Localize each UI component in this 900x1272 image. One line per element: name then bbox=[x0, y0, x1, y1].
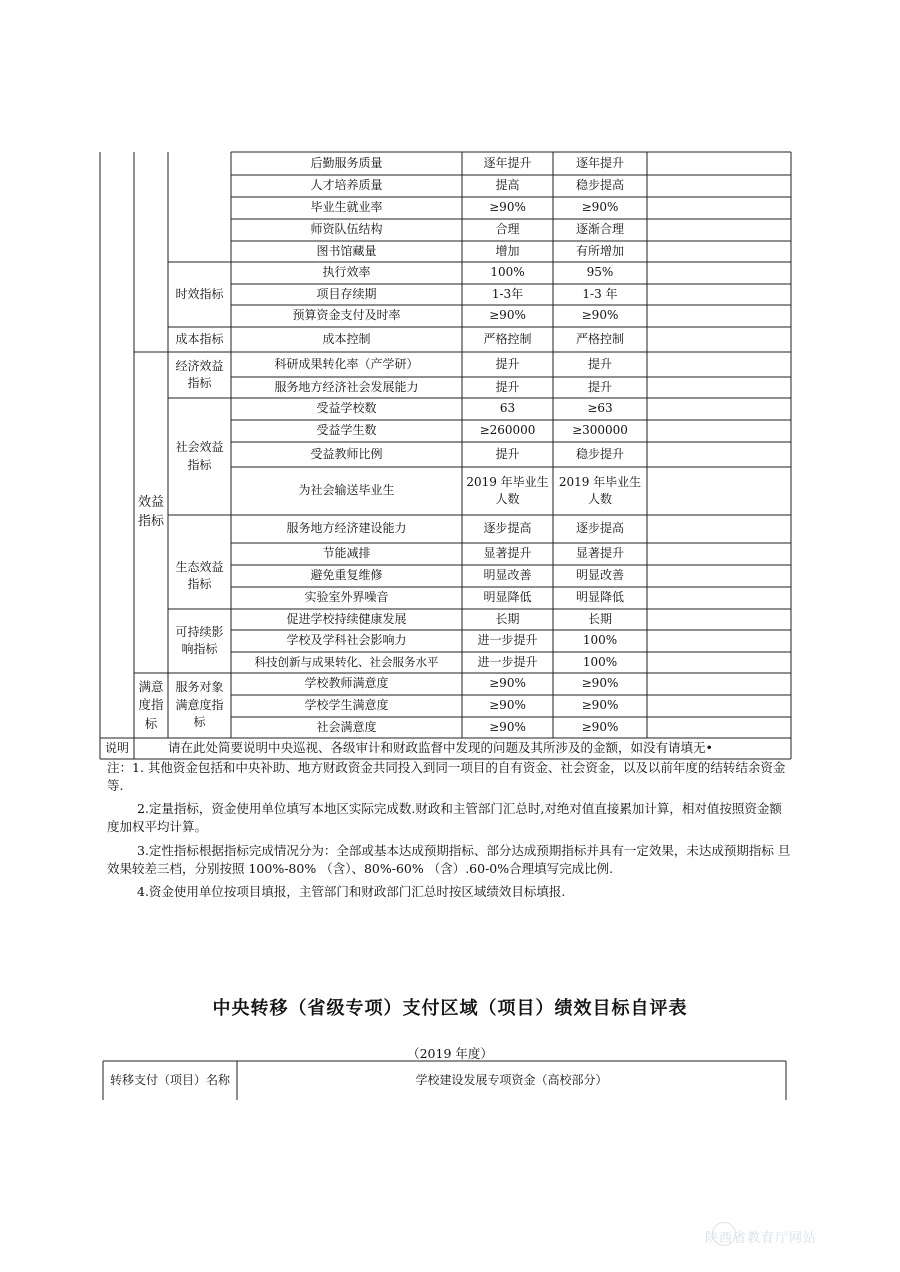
row-value-1: 提升 bbox=[495, 379, 520, 394]
row-name: 学校及学科社会影响力 bbox=[286, 633, 407, 648]
row-name: 服务地方经济建设能力 bbox=[286, 521, 407, 536]
row-value-1: 明显降低 bbox=[483, 590, 532, 605]
row-name: 社会满意度 bbox=[316, 719, 377, 734]
row-value-2: 2019 年毕业生人数 bbox=[558, 474, 642, 506]
row-name: 图书馆藏量 bbox=[316, 243, 377, 258]
row-value-2: 100% bbox=[582, 633, 618, 648]
remark-text: 请在此处简要说明中央巡视、各级审计和财政监督中发现的问题及其所涉及的金额，如没有请填无• bbox=[168, 740, 713, 756]
row-name: 师资队伍结构 bbox=[310, 222, 383, 237]
category-satisfaction: 满意度指标 bbox=[138, 679, 164, 731]
row-value-2: 提升 bbox=[587, 356, 612, 371]
row-value-2: 提升 bbox=[587, 379, 612, 394]
row-name: 毕业生就业率 bbox=[310, 200, 383, 215]
row-name: 避免重复维修 bbox=[310, 568, 383, 583]
notes bbox=[107, 759, 791, 901]
remark-label: 说明 bbox=[104, 740, 129, 755]
row-value-1: 2019 年毕业生人数 bbox=[466, 474, 549, 506]
group-eco: 生态效益指标 bbox=[175, 559, 224, 591]
row-value-1: 明显改善 bbox=[483, 568, 532, 583]
row-value-1: 显著提升 bbox=[483, 546, 532, 561]
row-value-1: 提升 bbox=[495, 446, 520, 461]
row-name: 受益学校数 bbox=[316, 401, 377, 416]
category-benefit: 效益指标 bbox=[138, 494, 165, 529]
group-time: 时效指标 bbox=[175, 286, 224, 301]
note-4: 4.资金使用单位按项目填报，主管部门和财政部门汇总时按区域绩效目标填报. bbox=[137, 883, 566, 899]
row-value-1: 进一步提升 bbox=[477, 654, 538, 669]
project-name-label: 转移支付（项目）名称 bbox=[109, 1072, 230, 1087]
row-value-2: ≥63 bbox=[587, 401, 613, 416]
row-value-1: ≥90% bbox=[489, 308, 526, 323]
row-name: 预算资金支付及时率 bbox=[292, 308, 401, 323]
note-3: 3.定性指标根据指标完成情况分为：全部或基本达成预期指标、部分达成预期指标并具有一定效果，未达成预期指标 旦效果较差三档，分别按照 100%-80% （含）、80%-60% （含）.60-0%合理填写完成比例. bbox=[107, 842, 791, 876]
row-value-2: 长期 bbox=[587, 611, 612, 626]
row-name: 受益教师比例 bbox=[310, 446, 383, 461]
note-2: 2.定量指标，资金使用单位填写本地区实际完成数.财政和主管部门汇总时,对绝对值直接累加计算，相对值按照资金额度加权平均计算。 bbox=[107, 801, 782, 835]
row-value-1: ≥260000 bbox=[479, 423, 536, 438]
row-value-1: ≥90% bbox=[489, 200, 526, 215]
row-value-1: ≥90% bbox=[489, 698, 526, 713]
row-value-2: ≥90% bbox=[581, 308, 619, 323]
note-1: 注：1. 其他资金包括和中央补助、地方财政资金共同投入到同一项目的自有资金、社会资金，以及以前年度的结转结余资金等. bbox=[107, 760, 786, 794]
row-value-2: 严格控制 bbox=[575, 331, 624, 346]
row-value-2: 有所增加 bbox=[575, 243, 624, 258]
row-name: 为社会输送毕业生 bbox=[298, 483, 395, 498]
row-name: 受益学生数 bbox=[316, 423, 377, 438]
row-name: 科研成果转化率（产学研） bbox=[274, 356, 419, 371]
row-value-2: 逐年提升 bbox=[575, 155, 624, 170]
row-name: 实验室外界噪音 bbox=[304, 590, 389, 605]
row-name: 人才培养质量 bbox=[310, 178, 383, 193]
group-econ: 经济效益指标 bbox=[175, 358, 224, 390]
row-value-1: 提升 bbox=[495, 356, 520, 371]
row-name: 节能减排 bbox=[322, 546, 371, 561]
row-value-1: 提高 bbox=[495, 178, 520, 193]
group-cost: 成本指标 bbox=[175, 331, 224, 346]
page-title: 中央转移（省级专项）支付区域（项目）绩效目标自评表 bbox=[212, 998, 688, 1019]
row-name: 学校教师满意度 bbox=[304, 676, 389, 691]
row-value-2: 95% bbox=[586, 265, 614, 280]
row-value-1: ≥90% bbox=[489, 676, 526, 691]
row-value-2: 稳步提高 bbox=[575, 178, 624, 193]
row-name: 成本控制 bbox=[322, 331, 371, 346]
row-value-1: 逐步提高 bbox=[483, 521, 532, 536]
row-name: 科技创新与成果转化、社会服务水平 bbox=[254, 655, 439, 670]
row-value-2: 逐步提高 bbox=[575, 521, 624, 536]
row-value-2: ≥90% bbox=[581, 200, 619, 215]
row-value-1: ≥90% bbox=[489, 719, 526, 734]
watermark: 陕西省教育厅网站 bbox=[705, 1231, 818, 1246]
row-value-1: 增加 bbox=[495, 243, 520, 258]
row-value-2: 1-3 年 bbox=[582, 286, 618, 301]
row-value-2: 100% bbox=[582, 654, 618, 669]
row-value-1: 1-3年 bbox=[491, 286, 524, 301]
row-value-2: 稳步提升 bbox=[575, 446, 624, 461]
row-name: 执行效率 bbox=[322, 265, 371, 280]
row-name: 后勤服务质量 bbox=[310, 155, 383, 170]
row-value-1: 逐年提升 bbox=[483, 155, 532, 170]
row-name: 服务地方经济社会发展能力 bbox=[274, 379, 419, 394]
row-value-1: 长期 bbox=[495, 611, 520, 626]
row-value-1: 63 bbox=[499, 401, 516, 416]
row-value-2: 逐渐合理 bbox=[575, 222, 624, 237]
row-name: 学校学生满意度 bbox=[304, 698, 389, 713]
row-value-1: 100% bbox=[490, 265, 525, 280]
row-value-2: 明显降低 bbox=[575, 590, 624, 605]
group-sustain: 可持续影响指标 bbox=[175, 624, 224, 656]
year-label: （2019 年度） bbox=[407, 1046, 493, 1061]
group-social: 社会效益指标 bbox=[175, 440, 224, 472]
row-value-2: 显著提升 bbox=[575, 546, 624, 561]
row-name: 项目存续期 bbox=[316, 286, 377, 301]
row-value-1: 进一步提升 bbox=[477, 633, 538, 648]
row-value-2: ≥90% bbox=[581, 719, 619, 734]
project-name-value: 学校建设发展专项资金（高校部分） bbox=[415, 1072, 608, 1087]
row-value-1: 合理 bbox=[495, 222, 520, 237]
row-value-2: ≥90% bbox=[581, 676, 619, 691]
row-value-2: ≥90% bbox=[581, 698, 619, 713]
group-service: 服务对象满意度指标 bbox=[175, 680, 224, 730]
row-value-2: 明显改善 bbox=[575, 568, 624, 583]
row-value-2: ≥300000 bbox=[572, 423, 628, 438]
row-value-1: 严格控制 bbox=[483, 331, 532, 346]
row-name: 促进学校持续健康发展 bbox=[286, 611, 407, 626]
